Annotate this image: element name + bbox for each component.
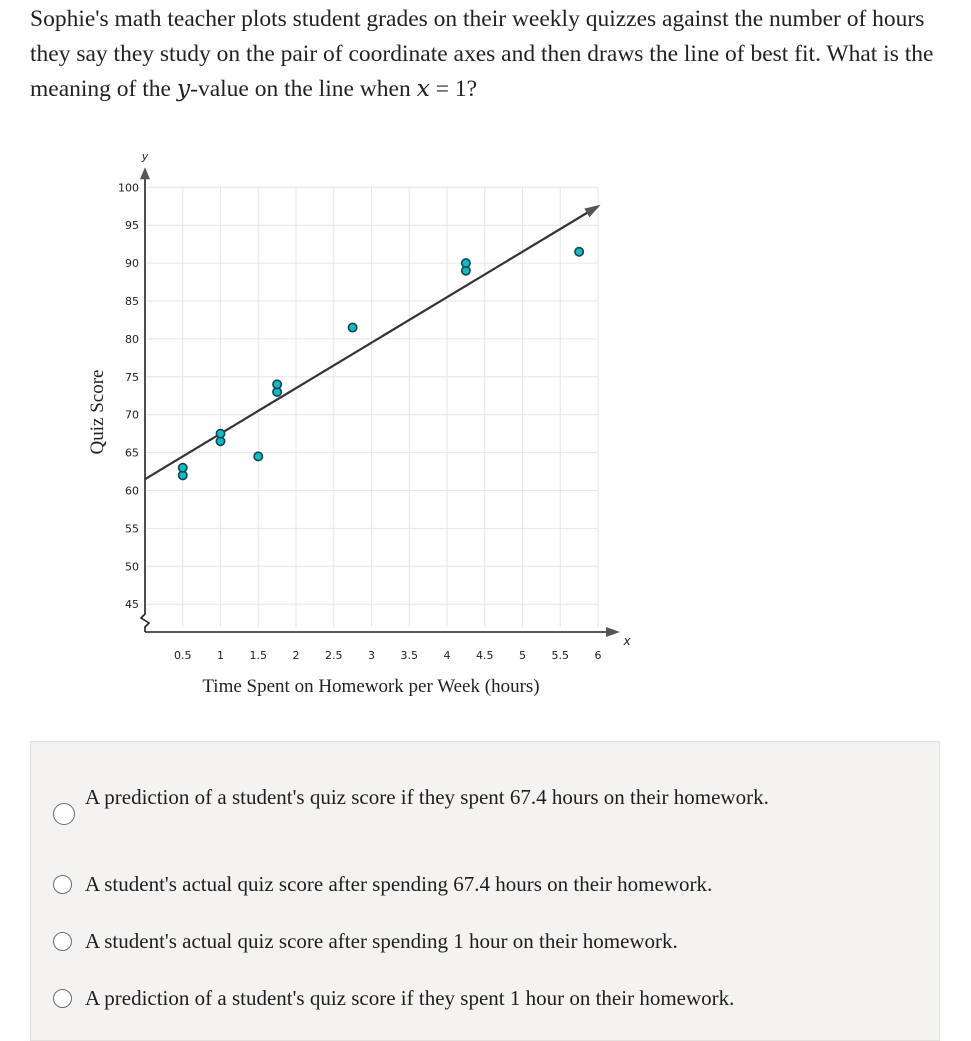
x-tick-label: 3.5 [400, 649, 418, 662]
y-tick-label: 85 [125, 295, 139, 308]
x-tick-label: 4 [443, 649, 451, 662]
y-tick-label: 70 [125, 408, 139, 422]
x-tick-label: 5.5 [551, 649, 569, 662]
y-tick-label: 50 [125, 560, 139, 574]
y-tick-label: 45 [125, 598, 139, 612]
question-part-2: -value on the line when [190, 76, 417, 102]
question-part-3: = 1? [429, 76, 478, 102]
y-tick-label: 55 [125, 522, 139, 536]
x-tick-label: 1 [217, 649, 224, 662]
choice-1-radio[interactable] [53, 803, 75, 825]
question-part-1: Sophie's math teacher plots student grades on their weekly quizzes against the number of hours they say they study on the pair of coordinate axes and then draws the line of best fit. What is the meaning of the [30, 6, 934, 102]
y-tick-label: 100 [118, 181, 139, 195]
data-point [575, 248, 583, 256]
y-tick-label: 95 [125, 219, 139, 233]
x-tick-label: 3 [368, 649, 375, 662]
x-axis-symbol: x [623, 634, 631, 648]
y-axis [141, 175, 149, 632]
x-tick-label: 5 [519, 649, 526, 662]
variable-y: y [176, 74, 191, 102]
y-axis-symbol: y [141, 150, 149, 163]
y-tick-label: 80 [125, 332, 139, 346]
x-tick-label: 1.5 [249, 649, 267, 662]
y-tick-label: 65 [125, 446, 139, 460]
choice-1-label: A prediction of a student's quiz score if they spent 67.4 hours on their homework. [85, 785, 769, 809]
choice-2-label: A student's actual quiz score after spending 67.4 hours on their homework. [85, 872, 713, 896]
choice-2-radio[interactable] [53, 875, 72, 894]
choice-4-radio[interactable] [53, 989, 72, 1008]
answer-choices [30, 741, 940, 1041]
y-tick-label: 75 [125, 370, 139, 384]
y-axis-arrow [140, 167, 150, 179]
data-point [273, 380, 281, 388]
choice-3-label: A student's actual quiz score after spending 1 hour on their homework. [85, 929, 678, 953]
scatter-chart [0, 130, 971, 720]
data-point [179, 464, 187, 472]
y-axis-title: Quiz Score [87, 369, 108, 455]
choice-4-label: A prediction of a student's quiz score if they spent 1 hour on their homework. [85, 986, 735, 1010]
chart-svg [0, 130, 971, 720]
x-tick-label: 4.5 [476, 649, 494, 662]
x-tick-label: 6 [594, 649, 602, 662]
x-tick-label: 2.5 [325, 649, 343, 662]
x-axis-title: Time Spent on Homework per Week (hours) [202, 676, 540, 697]
y-tick-label: 60 [125, 484, 139, 498]
data-point [348, 323, 356, 331]
x-tick-label: 0.5 [174, 649, 192, 662]
x-axis-arrow [606, 627, 620, 637]
y-tick-label: 90 [125, 257, 139, 271]
data-point [462, 259, 470, 267]
x-tick-label: 2 [292, 649, 300, 662]
data-point [216, 429, 224, 437]
data-point [254, 452, 262, 460]
choice-3-radio[interactable] [53, 932, 72, 951]
question-text [30, 2, 950, 107]
variable-x: x [416, 74, 430, 102]
